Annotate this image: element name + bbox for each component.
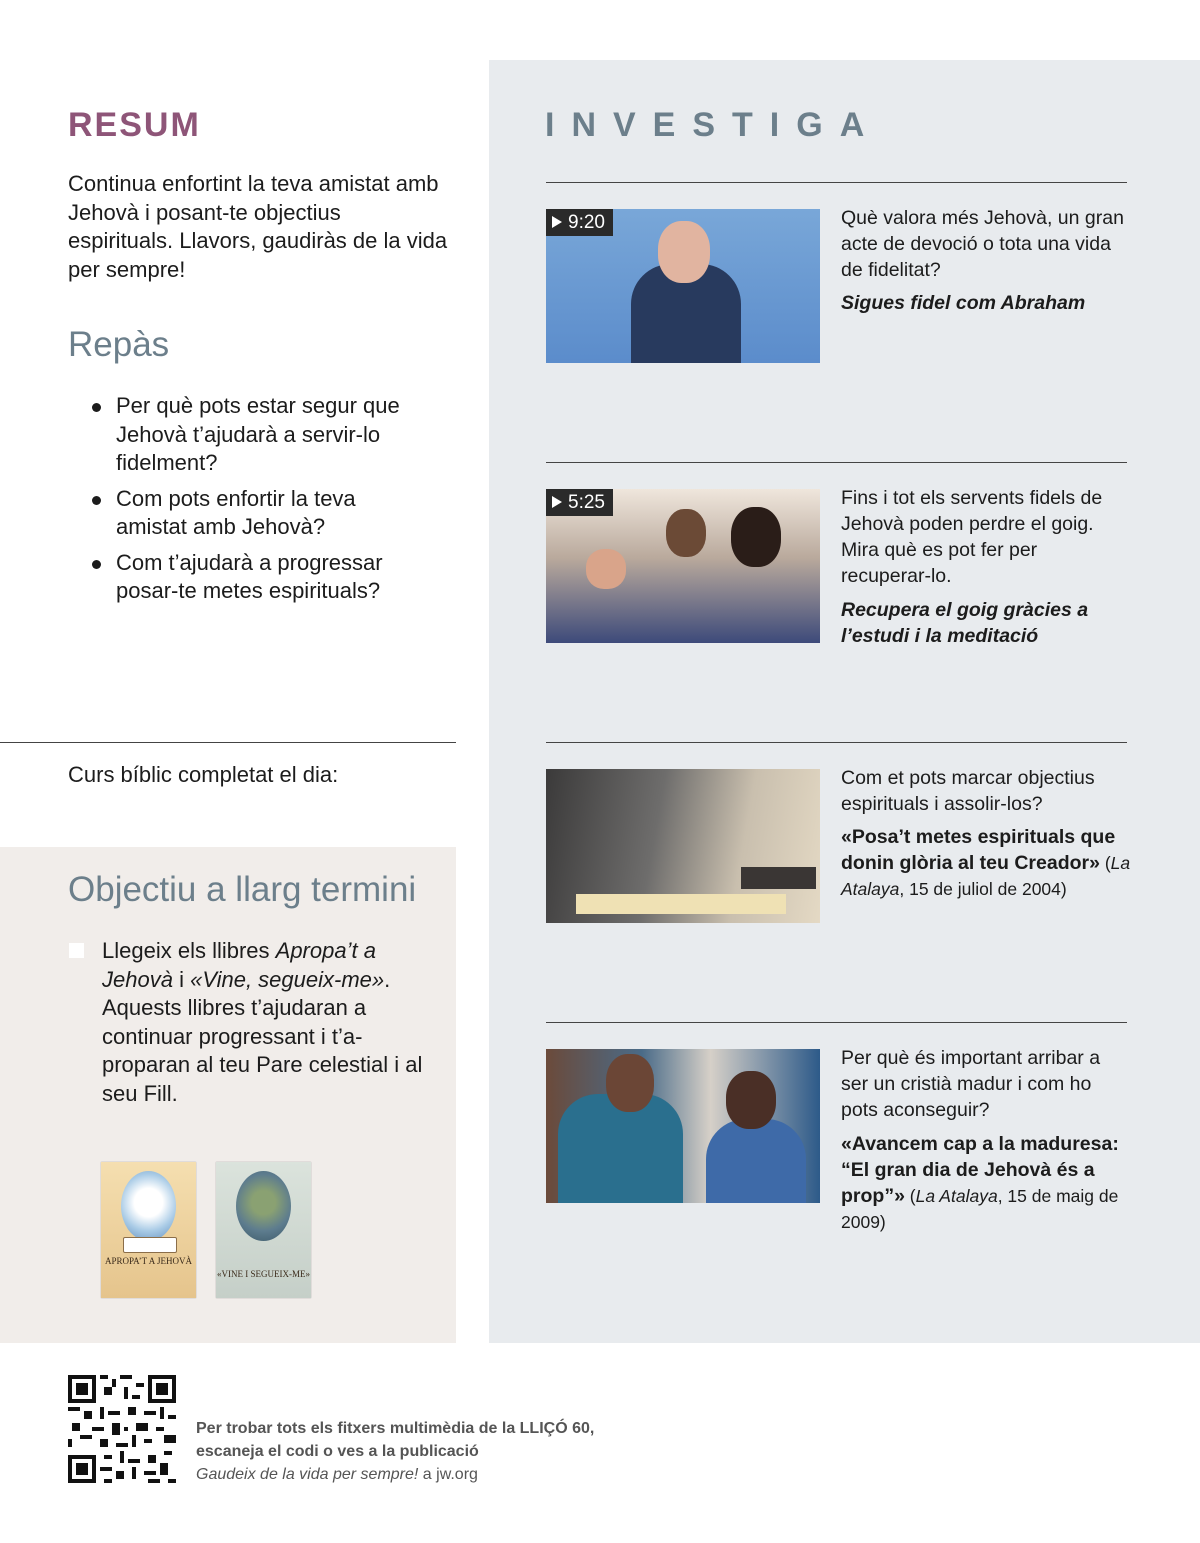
list-item-text: Per què pots estar segur que Jehovà t’ajudarà a servir-lo fidelment?: [116, 393, 400, 475]
list-item-text: Com pots enfortir la teva amistat amb Jehovà?: [116, 485, 356, 539]
video-duration-badge: [546, 489, 613, 516]
play-icon: [552, 496, 562, 508]
jesus-illustration: [236, 1171, 291, 1241]
item-description: Com et pots marcar objectius espirituals i assolir-los?: [841, 767, 1095, 815]
article-reference: [841, 1131, 1131, 1235]
goal-text: [102, 937, 432, 1108]
item-description: Per què és important arribar a ser un cristià madur i com ho pots aconseguir?: [841, 1047, 1101, 1121]
item-description: Fins i tot els servents fidels de Jehovà poden perdre el goig. Mira què es pot fer per recuperar-lo.: [841, 487, 1103, 587]
goal-text-part: i: [172, 966, 191, 992]
footer-line: escaneja el codi o ves a la publicació: [196, 1443, 479, 1460]
book-cover-apropat[interactable]: [101, 1162, 196, 1298]
notebook-illustration: [576, 894, 786, 914]
article-image[interactable]: [546, 769, 820, 923]
completed-label: Curs bíblic completat el dia:: [68, 762, 339, 787]
divider: [0, 742, 456, 743]
goal-text-part: . Aquests llibres t’ajudaran a continuar progressant i t’aproparan al teu Pare celestial i al seu Fill.: [102, 966, 423, 1106]
footer-link-text: a jw.org: [418, 1466, 478, 1483]
speaker-face: [658, 221, 710, 283]
article-link[interactable]: «Avancem cap a la maduresa: “El gran dia de Jehovà és a prop”»: [841, 1133, 1119, 1207]
student-face: [726, 1071, 776, 1129]
footer-line: Per trobar tots els fitxers multimèdia de la LLIÇÓ 60,: [196, 1420, 595, 1437]
article-image[interactable]: [546, 1049, 820, 1203]
source-text: , 15 de maig de 2009): [841, 1186, 1119, 1232]
bullet-icon: [92, 496, 101, 505]
book-cover-title: «VINE I SEGUEIX-ME»: [217, 1269, 310, 1279]
duration-text: 9:20: [568, 212, 605, 233]
audience-person: [586, 549, 626, 589]
repas-title: Repàs: [68, 325, 170, 364]
source-magazine: La Atalaya: [841, 853, 1131, 899]
source-magazine: La Atalaya: [915, 1186, 998, 1206]
video-thumbnail[interactable]: [546, 209, 820, 363]
list-item: [92, 485, 432, 542]
article-reference: [841, 824, 1131, 902]
divider: [546, 1022, 1127, 1023]
video-thumbnail[interactable]: [546, 489, 820, 643]
item-description: Què valora més Jehovà, un gran acte de devoció o tota una vida de fidelitat?: [841, 207, 1124, 281]
video-link[interactable]: Sigues fidel com Abraham: [841, 292, 1086, 314]
footer-line: [196, 1463, 696, 1486]
student-figure: [706, 1119, 806, 1203]
bullet-icon: [92, 560, 101, 569]
cloud-sky-illustration: [121, 1171, 176, 1241]
book-cover-title: APROPA’T A JEHOVÀ: [104, 1256, 193, 1266]
article-link[interactable]: «Posa’t metes espirituals que donin glòria al teu Creador»: [841, 826, 1116, 874]
audience-person: [731, 507, 781, 567]
video-link[interactable]: Recupera el goig gràcies a l’estudi i la meditació: [841, 599, 1089, 647]
video-duration-badge: [546, 209, 613, 236]
bullet-icon: [92, 403, 101, 412]
investiga-title: INVESTIGA: [545, 106, 882, 144]
resum-text: Continua enfortint la teva amistat amb Jehovà i posant-te objectius espirituals. Llavors, gaudiràs de la vida per sempre!: [68, 171, 448, 282]
list-item-text: Com t’ajudarà a progressar posar-te metes espirituals?: [116, 549, 383, 603]
book-title-1: Apropa’t a Jehovà: [102, 938, 376, 992]
nurse-face: [606, 1054, 654, 1112]
divider: [546, 742, 1127, 743]
footer-note: [196, 1417, 696, 1486]
book-cover-vine[interactable]: [216, 1162, 311, 1298]
publication-title[interactable]: Gaudeix de la vida per sempre!: [196, 1466, 419, 1483]
qr-code-icon[interactable]: [68, 1375, 176, 1483]
bible-illustration: [741, 867, 816, 889]
divider: [546, 462, 1127, 463]
goal-text-part: Llegeix els llibres: [102, 938, 276, 963]
book-title-2: «Vine, segueix-me»: [190, 966, 385, 992]
source-text: , 15 de juliol de 2004): [899, 879, 1067, 899]
list-item: [92, 392, 432, 478]
divider: [546, 182, 1127, 183]
resum-title: RESUM: [68, 106, 201, 144]
list-item: [92, 549, 432, 606]
repas-list: [92, 392, 432, 613]
goal-checkbox[interactable]: [69, 943, 84, 958]
audience-person: [666, 509, 706, 557]
source-text: (: [1099, 853, 1111, 873]
play-icon: [552, 216, 562, 228]
open-bible-icon: [123, 1237, 177, 1253]
duration-text: 5:25: [568, 492, 605, 513]
goal-title: Objectiu a llarg termini: [68, 870, 417, 909]
source-text: (: [904, 1186, 916, 1206]
